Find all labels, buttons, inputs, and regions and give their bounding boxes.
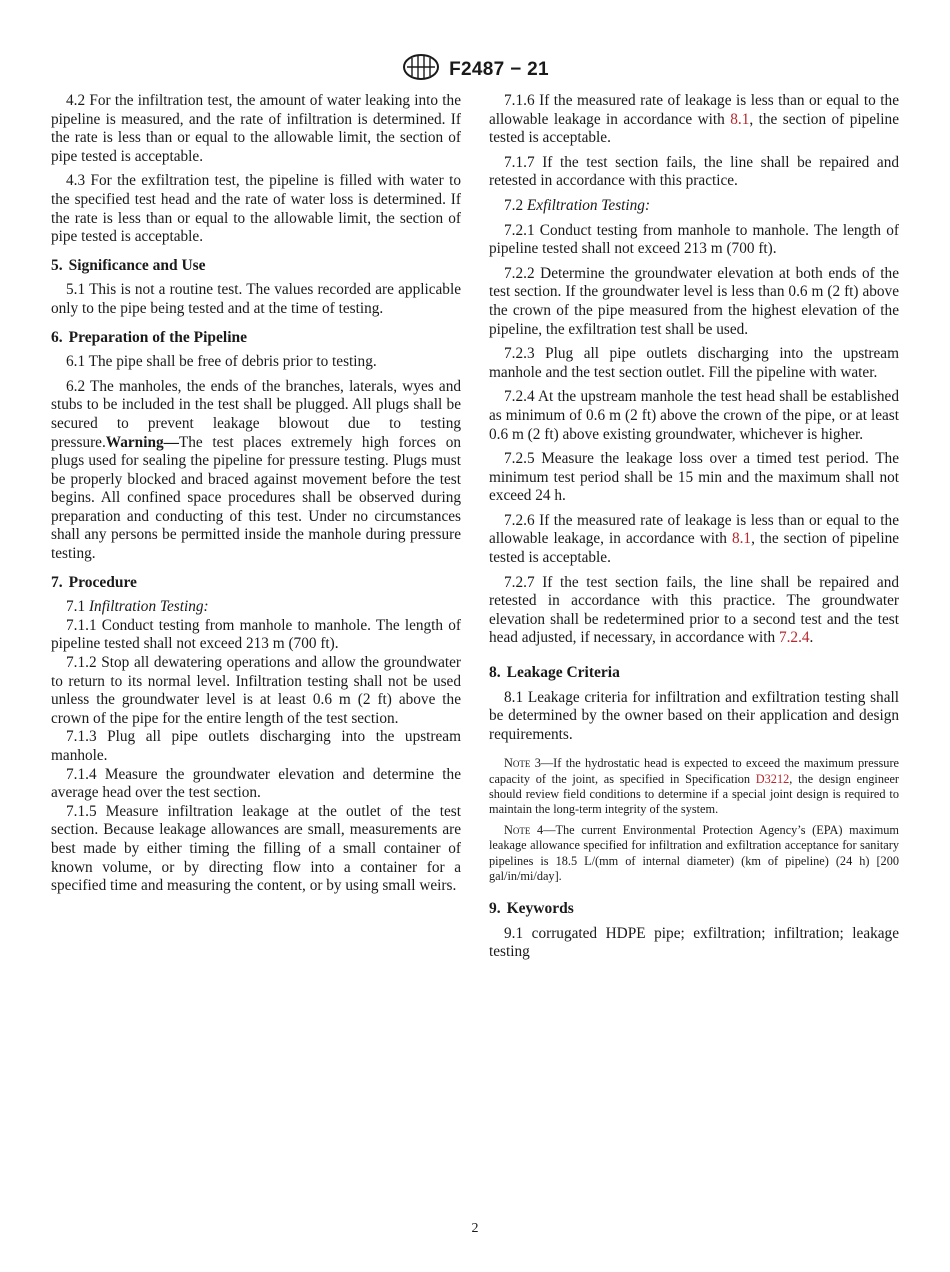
right-column [489, 92, 899, 968]
paragraph-7-1-6-text-b: , the section of pipeline tested is acceptable. [489, 110, 899, 147]
paragraph-7-1-2: 7.1.2 Stop all dewatering operations and allow the groundwater to return to its normal level. Infiltration testing shall not be used unless the groundwater level is at least 0.6 m (2 ft) above the crown of the pipe for the entire length of the test section. [51, 654, 461, 727]
paragraph-7-1-6-text-a: 7.1.6 If the measured rate of leakage is less than or equal to the allowable leakage in accordance with [489, 92, 899, 128]
paragraph-6-1: 6.1 The pipe shall be free of debris prior to testing. [66, 353, 377, 371]
section-8-number: 8. [489, 664, 501, 682]
paragraph-7-2-6-text-a: 7.2.6 If the measured rate of leakage is less than or equal to the allowable leakage, in accordance with [489, 511, 899, 548]
section-9-title: Keywords [506, 900, 574, 918]
note-3-lead: Note [504, 756, 531, 771]
section-9-number: 9. [489, 900, 501, 918]
paragraph-8-1: 8.1 Leakage criteria for infiltration and exfiltration testing shall be determined by the owner based on their application and design requirements. [489, 688, 899, 743]
section-9-heading [489, 900, 899, 919]
section-7-number: 7. [51, 573, 63, 591]
paragraph-7-2-4: 7.2.4 At the upstream manhole the test head shall be established as minimum of 0.6 m (2 ft) above the crown of the pipe, or at least 0.6 m (2 ft) above existing groundwater, whichever is higher. [489, 388, 899, 443]
note-3-text-b: , the design engineer should review field conditions to determine if a special joint design is required to maintain the long-term integrity of the system. [489, 771, 899, 817]
paragraph-7-1-number: 7.1 [66, 598, 86, 616]
section-6-heading [51, 329, 461, 348]
link-7-2-4[interactable]: 7.2.4 [778, 629, 810, 647]
paragraph-7-2-1: 7.2.1 Conduct testing from manhole to manhole. The length of pipeline tested shall not exceed 213 m (700 ft). [489, 221, 899, 258]
paragraph-7-2 [489, 197, 899, 216]
paragraph-7-1-1: 7.1.1 Conduct testing from manhole to manhole. The length of pipeline tested shall not exceed 213 m (700 ft). [51, 616, 461, 653]
paragraph-7-1-title: Infiltration Testing: [88, 598, 209, 616]
note-3 [489, 756, 899, 817]
link-8-1[interactable]: 8.1 [731, 530, 752, 548]
warning-label: Warning— [105, 433, 179, 451]
note-4 [489, 823, 899, 884]
page-header [0, 52, 950, 87]
note-3-text-a: 3—If the hydrostatic head is expected to exceed the maximum pressure capacity of the joint, as specified in Specification [489, 756, 899, 786]
left-column [51, 92, 461, 896]
paragraph-7-1-3: 7.1.3 Plug all pipe outlets discharging into the upstream manhole. [51, 728, 461, 764]
paragraph-4-2: 4.2 For the infiltration test, the amount of water leaking into the pipeline is measured, and the rate of infiltration is determined. If the rate is less than or equal to the allowable limit, the section of pipe tested is acceptable. [51, 92, 461, 165]
paragraph-7-2-6 [489, 512, 899, 568]
paragraph-7-2-7-text-b: . [809, 629, 814, 647]
page-number: 2 [471, 1221, 479, 1236]
paragraph-7-2-7 [489, 574, 899, 648]
section-8-title: Leakage Criteria [506, 664, 620, 682]
paragraph-7-2-3: 7.2.3 Plug all pipe outlets discharging into the upstream manhole and the test section outlet. Fill the pipeline with water. [489, 345, 899, 381]
paragraph-6-2-text-b: The test places extremely high forces on plugs used for sealing the pipeline for pressure testing. Plugs must be properly blocked and braced against movement before the test begins. All confined space procedures shall be observed during preparation and conducting of this test. Under no circumstances shall any persons be permitted inside the manhole during pressure testing. [51, 433, 461, 563]
paragraph-7-1-7: 7.1.7 If the test section fails, the line shall be repaired and retested in accordance with this practice. [489, 153, 899, 190]
section-5-title: Significance and Use [68, 256, 206, 274]
section-7-heading [51, 574, 461, 593]
paragraph-7-2-6-text-b: , the section of pipeline tested is acceptable. [489, 530, 900, 567]
paragraph-7-2-5: 7.2.5 Measure the leakage loss over a timed test period. The minimum test period shall be 15 min and the maximum shall not exceed 24 h. [489, 450, 899, 505]
section-8-heading [489, 664, 899, 683]
link-8-1[interactable]: 8.1 [730, 110, 750, 128]
paragraph-5-1: 5.1 This is not a routine test. The values recorded are applicable only to the pipe being tested and at the time of testing. [51, 281, 461, 317]
paragraph-7-2-number: 7.2 [504, 196, 524, 214]
paragraph-7-2-2: 7.2.2 Determine the groundwater elevation at both ends of the test section. If the groundwater level is less than 0.6 m (2 ft) above the crown of the pipe measured from the highest elevation of the pipeline, the exfiltration test shall be used. [489, 264, 899, 338]
section-6-title: Preparation of the Pipeline [68, 328, 247, 346]
paragraph-7-1-5: 7.1.5 Measure infiltration leakage at the outlet of the test section. Because leakage allowances are small, measurements are best made by either timing the filling of a small container of known volume, or by directing flow into a container for a specified time and measuring the content, or by using small weirs. [51, 802, 461, 895]
note-4-text: 4—The current Environmental Protection Agency’s (EPA) maximum leakage allowance specified for infiltration and exfiltration acceptance for sanitary pipelines is 18.5 L/(mm of internal diameter) (km of pipeline) (24 h) [200 gal/in/mi/day]. [489, 823, 899, 883]
paragraph-9-1: 9.1 corrugated HDPE pipe; exfiltration; infiltration; leakage testing [489, 924, 899, 961]
link-d3212[interactable]: D3212 [755, 771, 790, 786]
paragraph-7-1-4: 7.1.4 Measure the groundwater elevation and determine the average head over the test section. [51, 765, 461, 802]
section-5-heading [51, 257, 461, 276]
paragraph-4-3: 4.3 For the exfiltration test, the pipeline is filled with water to the specified test head and the rate of water loss is determined. If the rate is less than or equal to the allowable limit, the section of pipe tested is acceptable. [51, 172, 461, 246]
document-title: F2487 − 21 [449, 58, 549, 80]
paragraph-7-2-7-text-a: 7.2.7 If the test section fails, the line shall be repaired and retested in accordance with this practice. The groundwater elevation shall be redetermined prior to a second test and the test head adjusted, if necessary, in accordance with [489, 573, 899, 647]
section-5-number: 5. [51, 256, 63, 274]
paragraph-7-1 [51, 598, 461, 617]
astm-logo [401, 52, 441, 87]
note-4-lead: Note [504, 823, 531, 838]
paragraph-6-2-text-a: 6.2 The manholes, the ends of the branches, laterals, wyes and stubs to be included in the test shall be plugged. All plugs shall be secured to prevent leakage blowout due to testing pressure. [51, 377, 461, 451]
paragraph-7-1-6 [489, 92, 899, 148]
section-7-title: Procedure [68, 573, 137, 591]
section-6-number: 6. [51, 328, 63, 346]
paragraph-6-2 [51, 378, 461, 564]
paragraph-7-2-title: Exfiltration Testing: [526, 196, 651, 214]
